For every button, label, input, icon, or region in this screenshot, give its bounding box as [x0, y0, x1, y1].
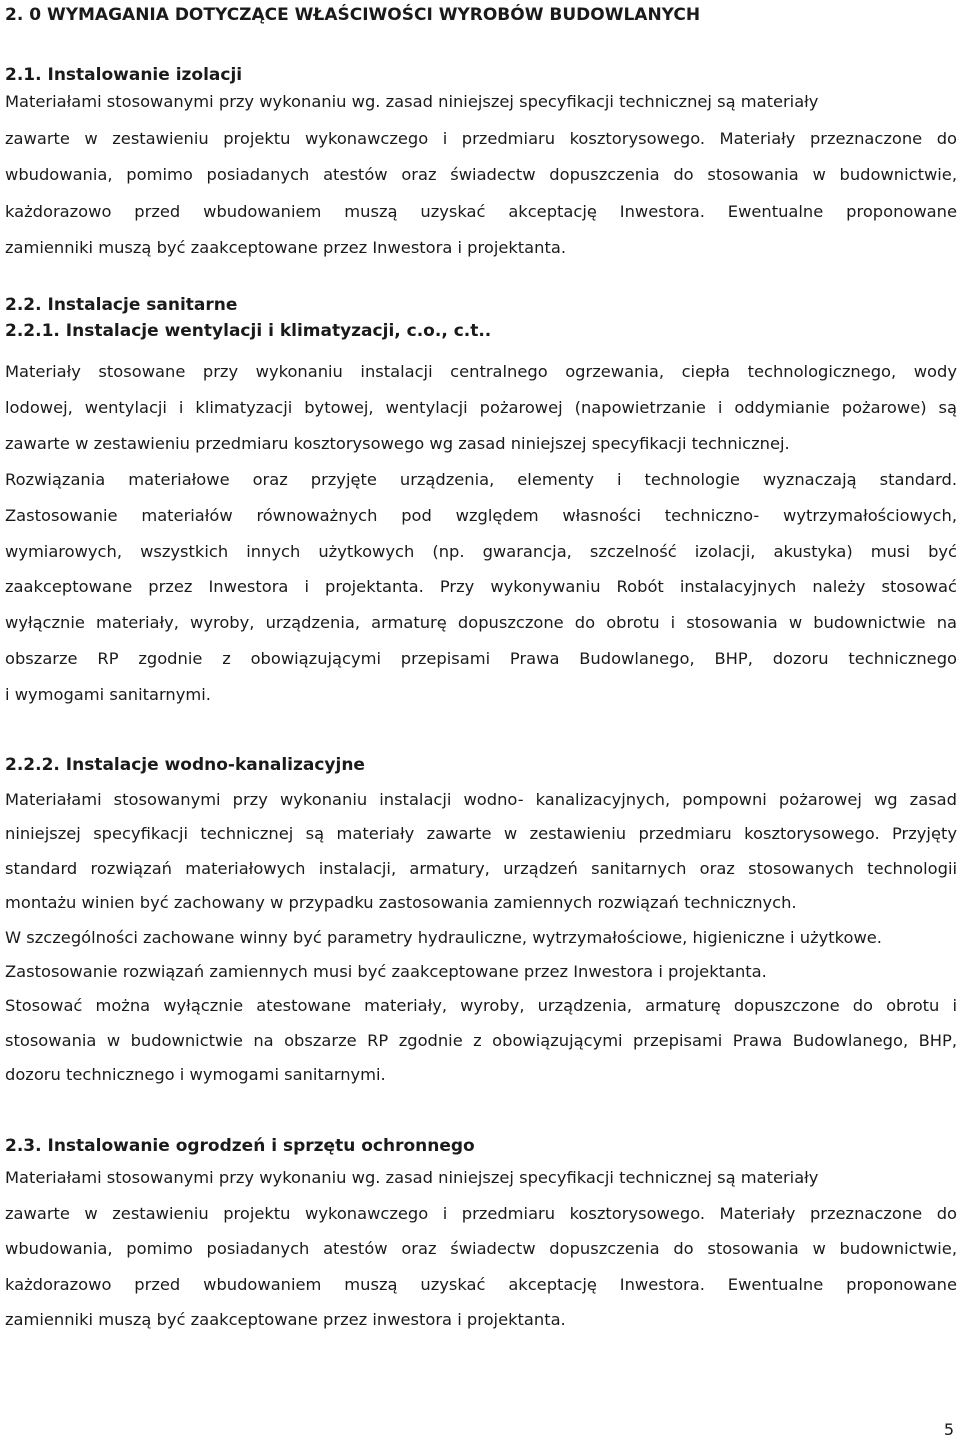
body-line: wymiarowych, wszystkich innych użytkowych (np. gwarancja, szczelność izolacji, akustyka) musi być	[5, 541, 957, 561]
body-line: wbudowania, pomimo posiadanych atestów oraz świadectw dopuszczenia do stosowania w budownictwie,	[5, 165, 957, 184]
body-line: Zastosowanie rozwiązań zamiennych musi być zaakceptowane przez Inwestora i projektanta.	[5, 962, 767, 982]
section-2-1-body	[5, 84, 957, 267]
body-line: Materiały stosowane przy wykonaniu instalacji centralnego ogrzewania, ciepła technologicznego, wody	[5, 362, 957, 381]
body-line: każdorazowo przed wbudowaniem muszą uzyskać akceptację Inwestora. Ewentualne proponowane	[5, 1274, 957, 1294]
body-line: montażu winien być zachowany w przypadku zastosowania zamiennych rozwiązań technicznych.	[5, 893, 797, 913]
body-line: niniejszej specyfikacji technicznej są materiały zawarte w zestawieniu przedmiaru kosztorysowego. Przyjęty	[5, 824, 957, 844]
section-2-2-2-title: 2.2.2. Instalacje wodno-kanalizacyjne	[5, 755, 365, 775]
body-line: zamienniki muszą być zaakceptowane przez inwestora i projektanta.	[5, 1310, 566, 1330]
section-2-3-title: 2.3. Instalowanie ogrodzeń i sprzętu ochronnego	[5, 1136, 475, 1156]
body-line: Zastosowanie materiałów równoważnych pod względem własności techniczno- wytrzymałościowych,	[5, 505, 957, 525]
body-line: W szczególności zachowane winny być parametry hydrauliczne, wytrzymałościowe, higieniczne i użytkowe.	[5, 927, 882, 947]
body-line: obszarze RP zgodnie z obowiązującymi przepisami Prawa Budowlanego, BHP, dozoru technicznego	[5, 649, 957, 669]
body-line: dozoru technicznego i wymogami sanitarnymi.	[5, 1065, 386, 1085]
body-line: i wymogami sanitarnymi.	[5, 685, 211, 705]
body-line: Materiałami stosowanymi przy wykonaniu wg. zasad niniejszej specyfikacji technicznej są materiały	[5, 92, 819, 111]
body-line: każdorazowo przed wbudowaniem muszą uzyskać akceptację Inwestora. Ewentualne proponowane	[5, 201, 957, 221]
body-line: zawarte w zestawieniu projektu wykonawczego i przedmiaru kosztorysowego. Materiały przeznaczone do	[5, 128, 957, 148]
body-line: zamienniki muszą być zaakceptowane przez Inwestora i projektanta.	[5, 238, 567, 257]
body-line: Materiałami stosowanymi przy wykonaniu instalacji wodno- kanalizacyjnych, pompowni pożarowej wg zasad	[5, 790, 957, 809]
section-2-2-1-body	[5, 354, 957, 713]
body-line: Stosować można wyłącznie atestowane materiały, wyroby, urządzenia, armaturę dopuszczone do obrotu i	[5, 996, 957, 1016]
page-number: 5	[943, 1420, 954, 1439]
body-line: stosowania w budownictwie na obszarze RP zgodnie z obowiązującymi przepisami Prawa Budowlanego, BHP,	[5, 1030, 957, 1050]
body-line: zaakceptowane przez Inwestora i projektanta. Przy wykonywaniu Robót instalacyjnych należy stosować	[5, 577, 957, 597]
body-line: standard rozwiązań materiałowych instalacji, armatury, urządzeń sanitarnych oraz stosowanych technologii	[5, 858, 957, 878]
section-2-2-2-body	[5, 783, 957, 1093]
body-line: zawarte w zestawieniu przedmiaru kosztorysowego wg zasad niniejszej specyfikacji technicznej.	[5, 433, 790, 453]
section-2-3-body	[5, 1160, 957, 1338]
body-line: wbudowania, pomimo posiadanych atestów oraz świadectw dopuszczenia do stosowania w budownictwie,	[5, 1239, 957, 1259]
section-2-2-1-title: 2.2.1. Instalacje wentylacji i klimatyzacji, c.o., c.t..	[5, 321, 492, 341]
body-line: Rozwiązania materiałowe oraz przyjęte urządzenia, elementy i technologie wyznaczają standard.	[5, 469, 957, 489]
section-2-1-title: 2.1. Instalowanie izolacji	[5, 65, 243, 85]
section-2-2-title: 2.2. Instalacje sanitarne	[5, 295, 238, 315]
body-line: Materiałami stosowanymi przy wykonaniu wg. zasad niniejszej specyfikacji technicznej są materiały	[5, 1168, 819, 1187]
main-heading: 2. 0 WYMAGANIA DOTYCZĄCE WŁAŚCIWOŚCI WYROBÓW BUDOWLANYCH	[5, 5, 701, 25]
body-line: zawarte w zestawieniu projektu wykonawczego i przedmiaru kosztorysowego. Materiały przeznaczone do	[5, 1203, 957, 1223]
body-line: wyłącznie materiały, wyroby, urządzenia, armaturę dopuszczone do obrotu i stosowania w budownictwie na	[5, 613, 957, 633]
body-line: lodowej, wentylacji i klimatyzacji bytowej, wentylacji pożarowej (napowietrzanie i oddymianie pożarowe) są	[5, 397, 957, 417]
